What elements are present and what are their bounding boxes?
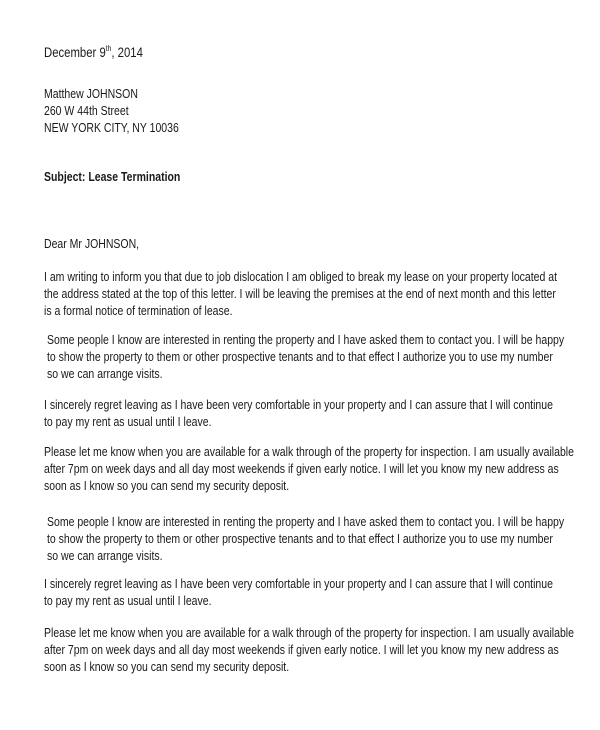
paragraph-7-line: soon as I know so you can send my security deposit. bbox=[44, 660, 290, 674]
date-day: December 9 bbox=[44, 45, 106, 60]
paragraph-3-line: to pay my rent as usual until I leave. bbox=[44, 415, 212, 429]
paragraph-4-line: after 7pm on week days and all day most weekends if given early notice. I will let you know my new address as bbox=[44, 462, 559, 476]
paragraph-5-line: so we can arrange visits. bbox=[47, 549, 163, 563]
paragraph-6-line: I sincerely regret leaving as I have been very comfortable in your property and I can assure that I will continue bbox=[44, 577, 553, 591]
paragraph-4-line: soon as I know so you can send my security deposit. bbox=[44, 479, 290, 493]
paragraph-7-line: after 7pm on week days and all day most weekends if given early notice. I will let you know my new address as bbox=[44, 643, 559, 657]
letter-date bbox=[44, 45, 143, 61]
paragraph-1-line: is a formal notice of termination of lease. bbox=[44, 304, 233, 318]
salutation: Dear Mr JOHNSON, bbox=[44, 237, 140, 251]
paragraph-7-line: Please let me know when you are available for a walk through of the property for inspection. I am usually available bbox=[44, 626, 574, 640]
paragraph-3-line: I sincerely regret leaving as I have been very comfortable in your property and I can assure that I will continue bbox=[44, 398, 553, 412]
recipient-city: NEW YORK CITY, NY 10036 bbox=[44, 121, 179, 135]
date-year: , 2014 bbox=[111, 45, 143, 60]
subject-line: Subject: Lease Termination bbox=[44, 170, 181, 184]
recipient-street: 260 W 44th Street bbox=[44, 104, 129, 118]
paragraph-6-line: to pay my rent as usual until I leave. bbox=[44, 594, 212, 608]
paragraph-2-line: Some people I know are interested in renting the property and I have asked them to contact you. I will be happy bbox=[47, 333, 565, 347]
recipient-name: Matthew JOHNSON bbox=[44, 87, 138, 101]
paragraph-5-line: Some people I know are interested in renting the property and I have asked them to contact you. I will be happy bbox=[47, 515, 565, 529]
paragraph-4-line: Please let me know when you are available for a walk through of the property for inspection. I am usually available bbox=[44, 445, 574, 459]
date-ordinal: th bbox=[105, 44, 112, 53]
paragraph-1-line: I am writing to inform you that due to job dislocation I am obliged to break my lease on your property located at bbox=[44, 270, 558, 284]
paragraph-1-line: the address stated at the top of this letter. I will be leaving the premises at the end of next month and this letter bbox=[44, 287, 556, 301]
paragraph-2-line: to show the property to them or other prospective tenants and to that effect I authorize you to use my number bbox=[47, 350, 553, 364]
paragraph-2-line: so we can arrange visits. bbox=[47, 367, 163, 381]
paragraph-5-line: to show the property to them or other prospective tenants and to that effect I authorize you to use my number bbox=[47, 532, 553, 546]
